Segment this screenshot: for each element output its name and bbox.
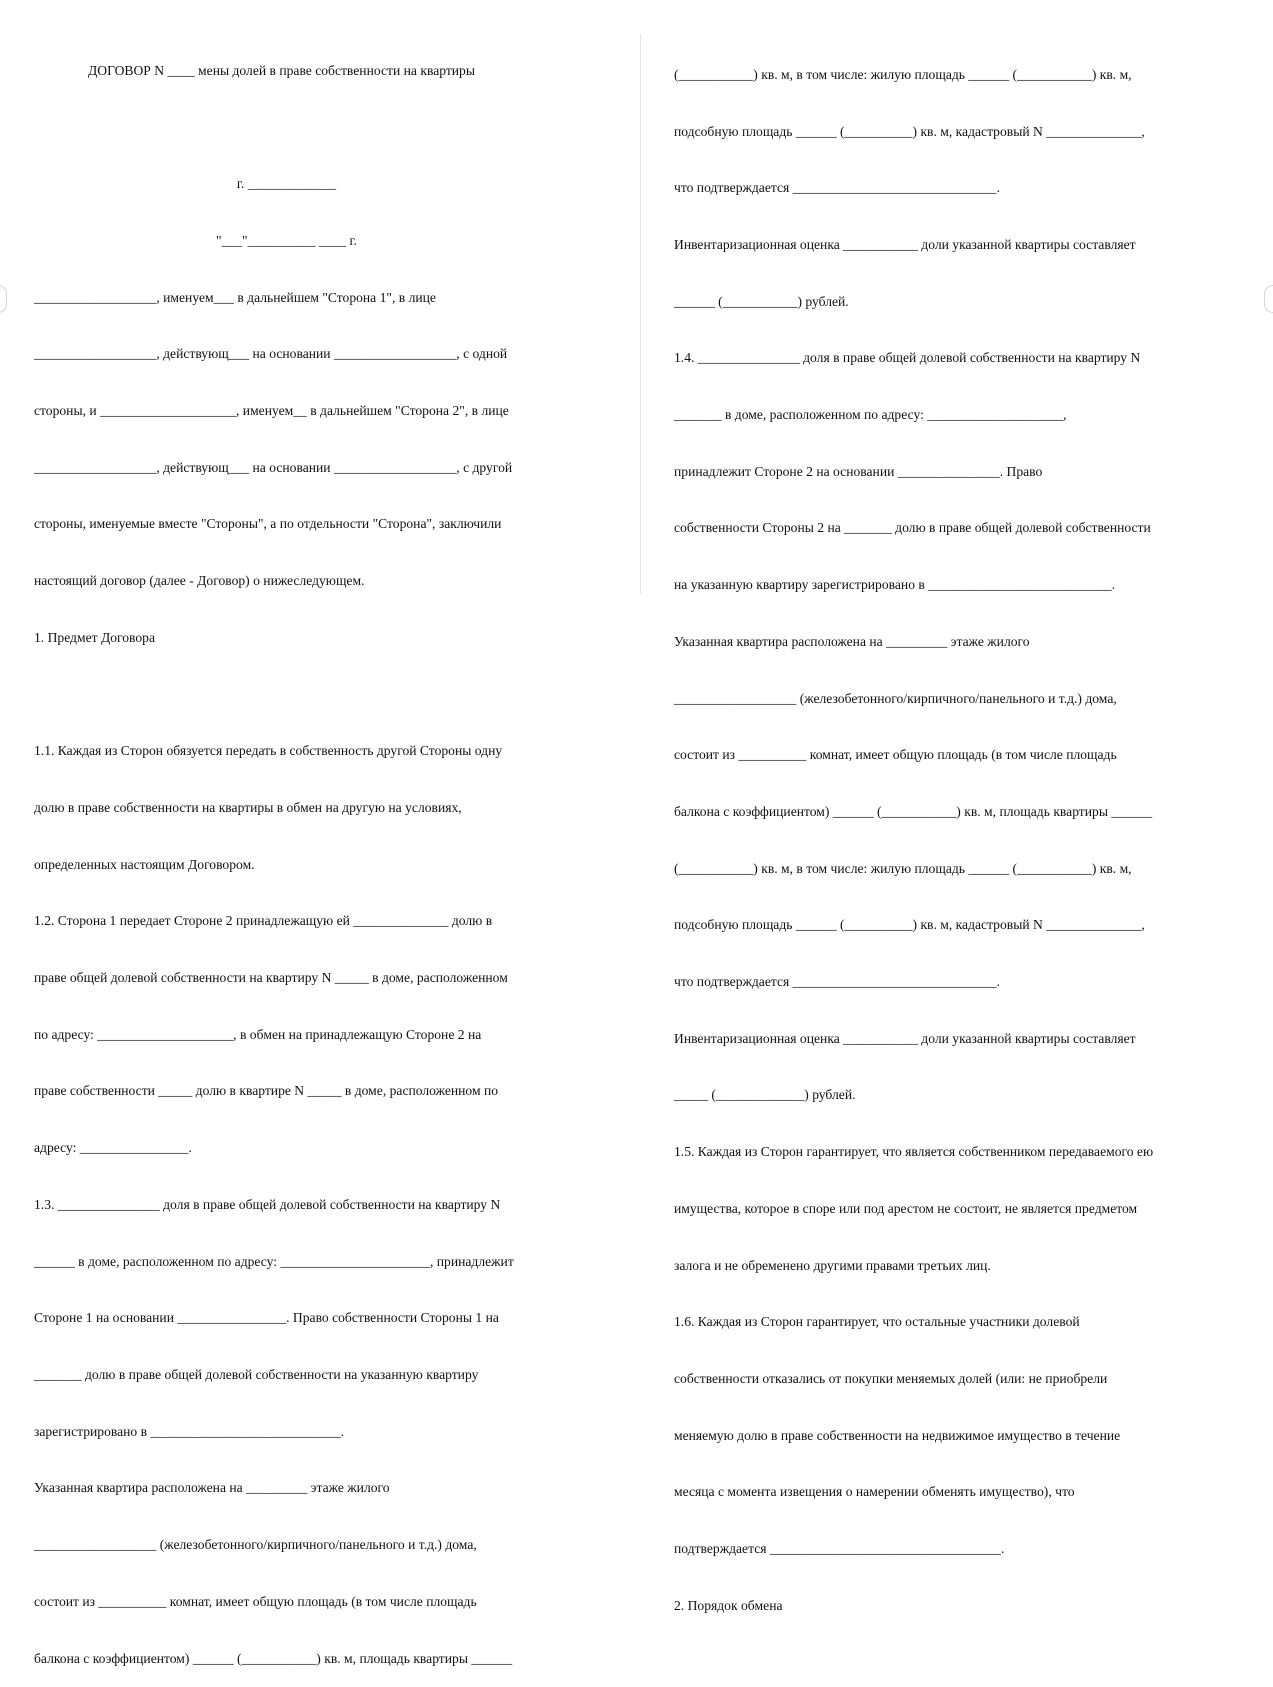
paragraph-line: на указанную квартиру зарегистрировано в ___________________________. xyxy=(674,577,1116,593)
paragraph-line: __________________, действующ___ на основании __________________, с другой xyxy=(34,459,513,475)
paragraph-line: долю в праве собственности на квартиры в обмен на другую на условиях, xyxy=(34,799,462,815)
paragraph-line: имущества, которое в споре или под арестом не состоит, не является предметом xyxy=(674,1200,1138,1216)
previous-page-tab[interactable] xyxy=(0,285,7,313)
paragraph-line: _____ (_____________) рублей. xyxy=(674,1087,856,1103)
paragraph-line: 1.5. Каждая из Сторон гарантирует, что является собственником передаваемого ею xyxy=(674,1144,1154,1160)
paragraph-line: меняемую долю в праве собственности на недвижимое имущество в течение xyxy=(674,1427,1121,1443)
paragraph-line: залога и не обременено другими правами третьих лиц. xyxy=(674,1257,991,1273)
paragraph-line: состоит из __________ комнат, имеет общую площадь (в том числе площадь xyxy=(34,1593,477,1609)
section-heading: 1. Предмет Договора xyxy=(34,629,156,645)
paragraph-line: Стороне 1 на основании ________________. Право собственности Стороны 1 на xyxy=(34,1310,499,1326)
paragraph-line: Инвентаризационная оценка ___________ доли указанной квартиры составляет xyxy=(674,1030,1136,1046)
next-page-tab[interactable] xyxy=(1264,285,1273,313)
paragraph-line: настоящий договор (далее - Договор) о нижеследующем. xyxy=(34,573,365,589)
paragraph-line: праве собственности _____ долю в квартире N _____ в доме, расположенном по xyxy=(34,1083,499,1099)
paragraph-line: стороны, именуемые вместе "Стороны", а по отдельности "Сторона", заключили xyxy=(34,516,502,532)
paragraph-line: балкона с коэффициентом) ______ (___________) кв. м, площадь квартиры ______ xyxy=(34,1650,513,1666)
paragraph-line: ______ в доме, расположенном по адресу: ______________________, принадлежит xyxy=(34,1253,514,1269)
paragraph-line: собственности Стороны 2 на _______ долю в праве общей долевой собственности xyxy=(674,520,1151,536)
blank-line xyxy=(34,119,609,138)
paragraph-line: __________________ (железобетонного/кирпичного/панельного и т.д.) дома, xyxy=(674,690,1117,706)
paragraph-line: по адресу: ____________________, в обмен на принадлежащую Стороне 2 на xyxy=(34,1026,482,1042)
paragraph-line: 1.6. Каждая из Сторон гарантирует, что остальные участники долевой xyxy=(674,1314,1080,1330)
paragraph-line: __________________ (железобетонного/кирпичного/панельного и т.д.) дома, xyxy=(34,1537,477,1553)
paragraph-line: балкона с коэффициентом) ______ (___________) кв. м, площадь квартиры ______ xyxy=(674,803,1153,819)
paragraph-line: собственности отказались от покупки меняемых долей (или: не приобрели xyxy=(674,1370,1108,1386)
paragraph-line: состоит из __________ комнат, имеет общую площадь (в том числе площадь xyxy=(674,747,1117,763)
paragraph-line: Указанная квартира расположена на _________ этаже жилого xyxy=(34,1480,390,1496)
paragraph-line: _______ долю в праве общей долевой собственности на указанную квартиру xyxy=(34,1366,479,1382)
paragraph-line: 1.3. _______________ доля в праве общей долевой собственности на квартиру N xyxy=(34,1196,501,1212)
column-divider xyxy=(640,34,641,594)
paragraph-line: зарегистрировано в ____________________________. xyxy=(34,1423,345,1439)
paragraph-line: 1.2. Сторона 1 передает Стороне 2 принадлежащую ей ______________ долю в xyxy=(34,913,493,929)
contract-title: ДОГОВОР N ____ мены долей в праве собственности на квартиры xyxy=(87,62,475,78)
paragraph-line: ______ (___________) рублей. xyxy=(674,293,849,309)
paragraph-line: месяца с момента извещения о намерении обменять имущество), что xyxy=(674,1484,1075,1500)
date-line: "___"__________ ____ г. xyxy=(216,232,357,248)
paragraph-line: определенных настоящим Договором. xyxy=(34,856,255,872)
paragraph-line: что подтверждается ______________________________. xyxy=(674,974,1000,990)
paragraph-line: 1.1. Каждая из Сторон обязуется передать в собственность другой Стороны одну xyxy=(34,743,503,759)
section-heading: 2. Порядок обмена xyxy=(674,1597,783,1613)
paragraph-line: Указанная квартира расположена на _________ этаже жилого xyxy=(674,633,1030,649)
paragraph-line: __________________, действующ___ на основании __________________, с одной xyxy=(34,346,508,362)
paragraph-line: подсобную площадь ______ (__________) кв. м, кадастровый N ______________, xyxy=(674,123,1145,139)
paragraph-line: 1.4. _______________ доля в праве общей долевой собственности на квартиру N xyxy=(674,350,1141,366)
right-column xyxy=(674,28,1244,1635)
blank-line xyxy=(34,686,609,705)
paragraph-line: адресу: ________________. xyxy=(34,1140,192,1156)
paragraph-line: (___________) кв. м, в том числе: жилую площадь ______ (___________) кв. м, xyxy=(674,66,1132,82)
paragraph-line: __________________, именуем___ в дальнейшем "Сторона 1", в лице xyxy=(34,289,436,305)
paragraph-line: (___________) кв. м, в том числе: жилую площадь ______ (___________) кв. м, xyxy=(674,860,1132,876)
paragraph-line: _______ в доме, расположенном по адресу: ____________________, xyxy=(674,407,1067,423)
paragraph-line: что подтверждается ______________________________. xyxy=(674,180,1000,196)
paragraph-line: принадлежит Стороне 2 на основании _______________. Право xyxy=(674,463,1043,479)
paragraph-line: подсобную площадь ______ (__________) кв. м, кадастровый N ______________, xyxy=(674,917,1145,933)
paragraph-line: праве общей долевой собственности на квартиру N _____ в доме, расположенном xyxy=(34,970,508,986)
paragraph-line: Инвентаризационная оценка ___________ доли указанной квартиры составляет xyxy=(674,236,1136,252)
paragraph-line: стороны, и ____________________, именуем__ в дальнейшем "Сторона 2", в лице xyxy=(34,403,509,419)
city-line: г. _____________ xyxy=(236,176,337,192)
paragraph-line: подтверждается __________________________________. xyxy=(674,1541,1005,1557)
left-column xyxy=(34,24,609,1687)
